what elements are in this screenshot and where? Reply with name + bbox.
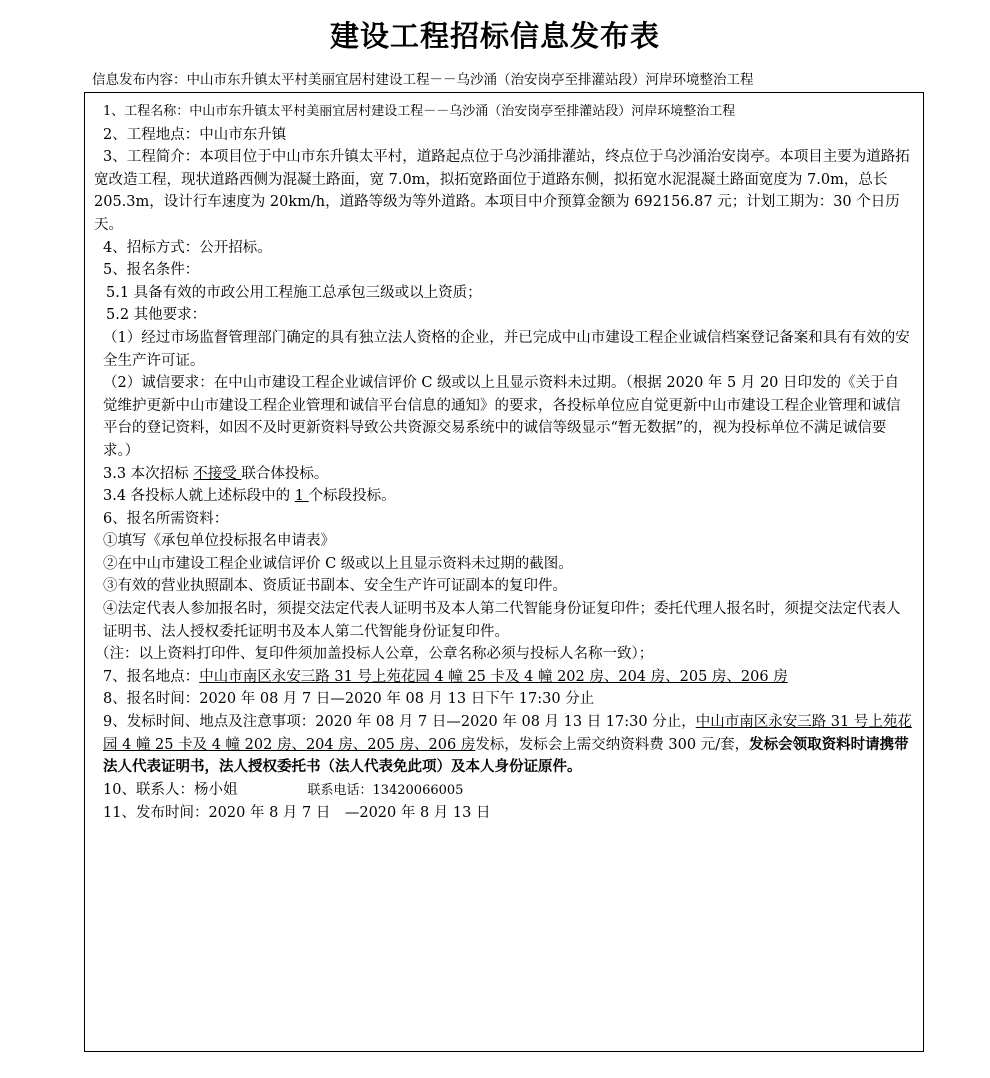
document-subtitle: 信息发布内容：中山市东升镇太平村美丽宜居村建设工程－－乌沙涌（治安岗亭至排灌站段）河岸环境整治工程 xyxy=(92,72,754,88)
item-required-materials: 6、报名所需资料： xyxy=(103,510,229,527)
item-condition-3-4 xyxy=(103,485,913,508)
content-box xyxy=(84,92,924,1052)
condition-3-4-prefix: 3.4 各投标人就上述标段中的 xyxy=(103,488,295,505)
item-condition-5-1: 5.1 具备有效的市政公用工程施工总承包三级或以上资质； xyxy=(106,284,482,301)
condition-3-4-suffix: 个标段投标。 xyxy=(308,488,396,505)
item-condition-3-3 xyxy=(103,463,913,486)
condition-3-3-underlined: 不接受 xyxy=(193,465,242,482)
item-publish-time: 11、发布时间：2020 年 8 月 7 日 —2020 年 8 月 13 日 xyxy=(103,805,491,822)
registration-location-label: 7、报名地点： xyxy=(103,668,200,685)
condition-3-3-suffix: 联合体投标。 xyxy=(241,465,329,482)
item-issuance-details xyxy=(103,711,913,779)
contact-person: 10、联系人：杨小姐 xyxy=(103,781,238,798)
item-registration-conditions: 5、报名条件： xyxy=(103,262,200,279)
item-project-name: 1、工程名称：中山市东升镇太平村美丽宜居村建设工程－－乌沙涌（治安岗亭至排灌站段）河岸环境整治工程 xyxy=(103,104,736,119)
item-condition-5-2-2: （2）诚信要求：在中山市建设工程企业诚信评价 C 级或以上且显示资料未过期。（根据 2020 年 5 月 20 日印发的《关于自觉维护更新中山市建设工程企业管理和诚信平台信息的通知》的要求，各投标单位应自觉更新中山市建设工程企业管理和诚信平台的登记资料，如因不及时更新资料导致公共资源交易系统中的诚信等级显示“暂无数据”的，视为投标单位不满足诚信要求。） xyxy=(103,375,901,459)
item-material-3: ③有效的营业执照副本、资质证书副本、安全生产许可证副本的复印件。 xyxy=(103,578,567,595)
item-registration-time: 8、报名时间：2020 年 08 月 7 日—2020 年 08 月 13 日下午 17:30 分止 xyxy=(103,691,595,708)
item-tender-method: 4、招标方式：公开招标。 xyxy=(103,239,272,256)
condition-3-3-prefix: 3.3 本次招标 xyxy=(103,465,194,482)
registration-location-address: 中山市南区永安三路 31 号上苑花园 4 幢 25 卡及 4 幢 202 房、204 房、205 房、206 房 xyxy=(199,668,788,685)
item-material-2: ②在中山市建设工程企业诚信评价 C 级或以上且显示资料未过期的截图。 xyxy=(103,555,573,572)
document-title: 建设工程招标信息发布表 xyxy=(329,19,660,53)
item-contact xyxy=(103,779,913,803)
item-condition-5-2-1: （1）经过市场监督管理部门确定的具有独立法人资格的企业，并已完成中山市建设工程企业诚信档案登记备案和具有有效的安全生产许可证。 xyxy=(103,329,910,369)
issuance-bold-notice: 发标会领取资料时请携带法人代表证明书，法人授权委托书（法人代表免此项）及本人身份证原件。 xyxy=(103,735,909,776)
issuance-time-text: 9、发标时间、地点及注意事项：2020 年 08 月 7 日—2020 年 08 月 13 日 17:30 分止， xyxy=(103,714,696,731)
item-project-location: 2、工程地点：中山市东升镇 xyxy=(103,126,287,143)
item-material-1: ①填写《承包单位投标报名申请表》 xyxy=(103,533,335,550)
issuance-fee-text: 发标，发标会上需交纳资料费 300 元/套， xyxy=(475,736,750,753)
condition-3-4-underlined: 1 xyxy=(294,488,309,505)
contact-phone: 联系电话：13420066005 xyxy=(307,782,464,798)
issuance-location-address: 中山市南区永安三路 31 号上苑花园 4 幢 25 卡及 4 幢 202 房、204 房、205 房、206 房 xyxy=(103,714,912,753)
item-materials-note: （注：以上资料打印件、复印件须加盖投标人公章，公章名称必须与投标人名称一致）； xyxy=(95,646,654,663)
item-registration-location xyxy=(103,666,913,689)
item-condition-5-2: 5.2 其他要求： xyxy=(106,307,207,324)
item-project-brief: 3、工程简介：本项目位于中山市东升镇太平村，道路起点位于乌沙涌排灌站，终点位于乌沙涌治安岗亭。本项目主要为道路拓宽改造工程，现状道路西侧为混凝土路面，宽 7.0m，拟拓宽路面位于道路东侧，拟拓宽水泥混凝土路面宽度为 7.0m，总长 205.3m，设计行车速度为 20km/h，道路等级为等外道路。本项目中介预算金额为 692156.87 元；计划工期为：30 个日历天。 xyxy=(94,149,910,233)
item-material-4: ④法定代表人参加报名时，须提交法定代表人证明书及本人第二代智能身份证复印件；委托代理人报名时，须提交法定代表人证明书、法人授权委托证明书及本人第二代智能身份证复印件。 xyxy=(103,601,901,640)
